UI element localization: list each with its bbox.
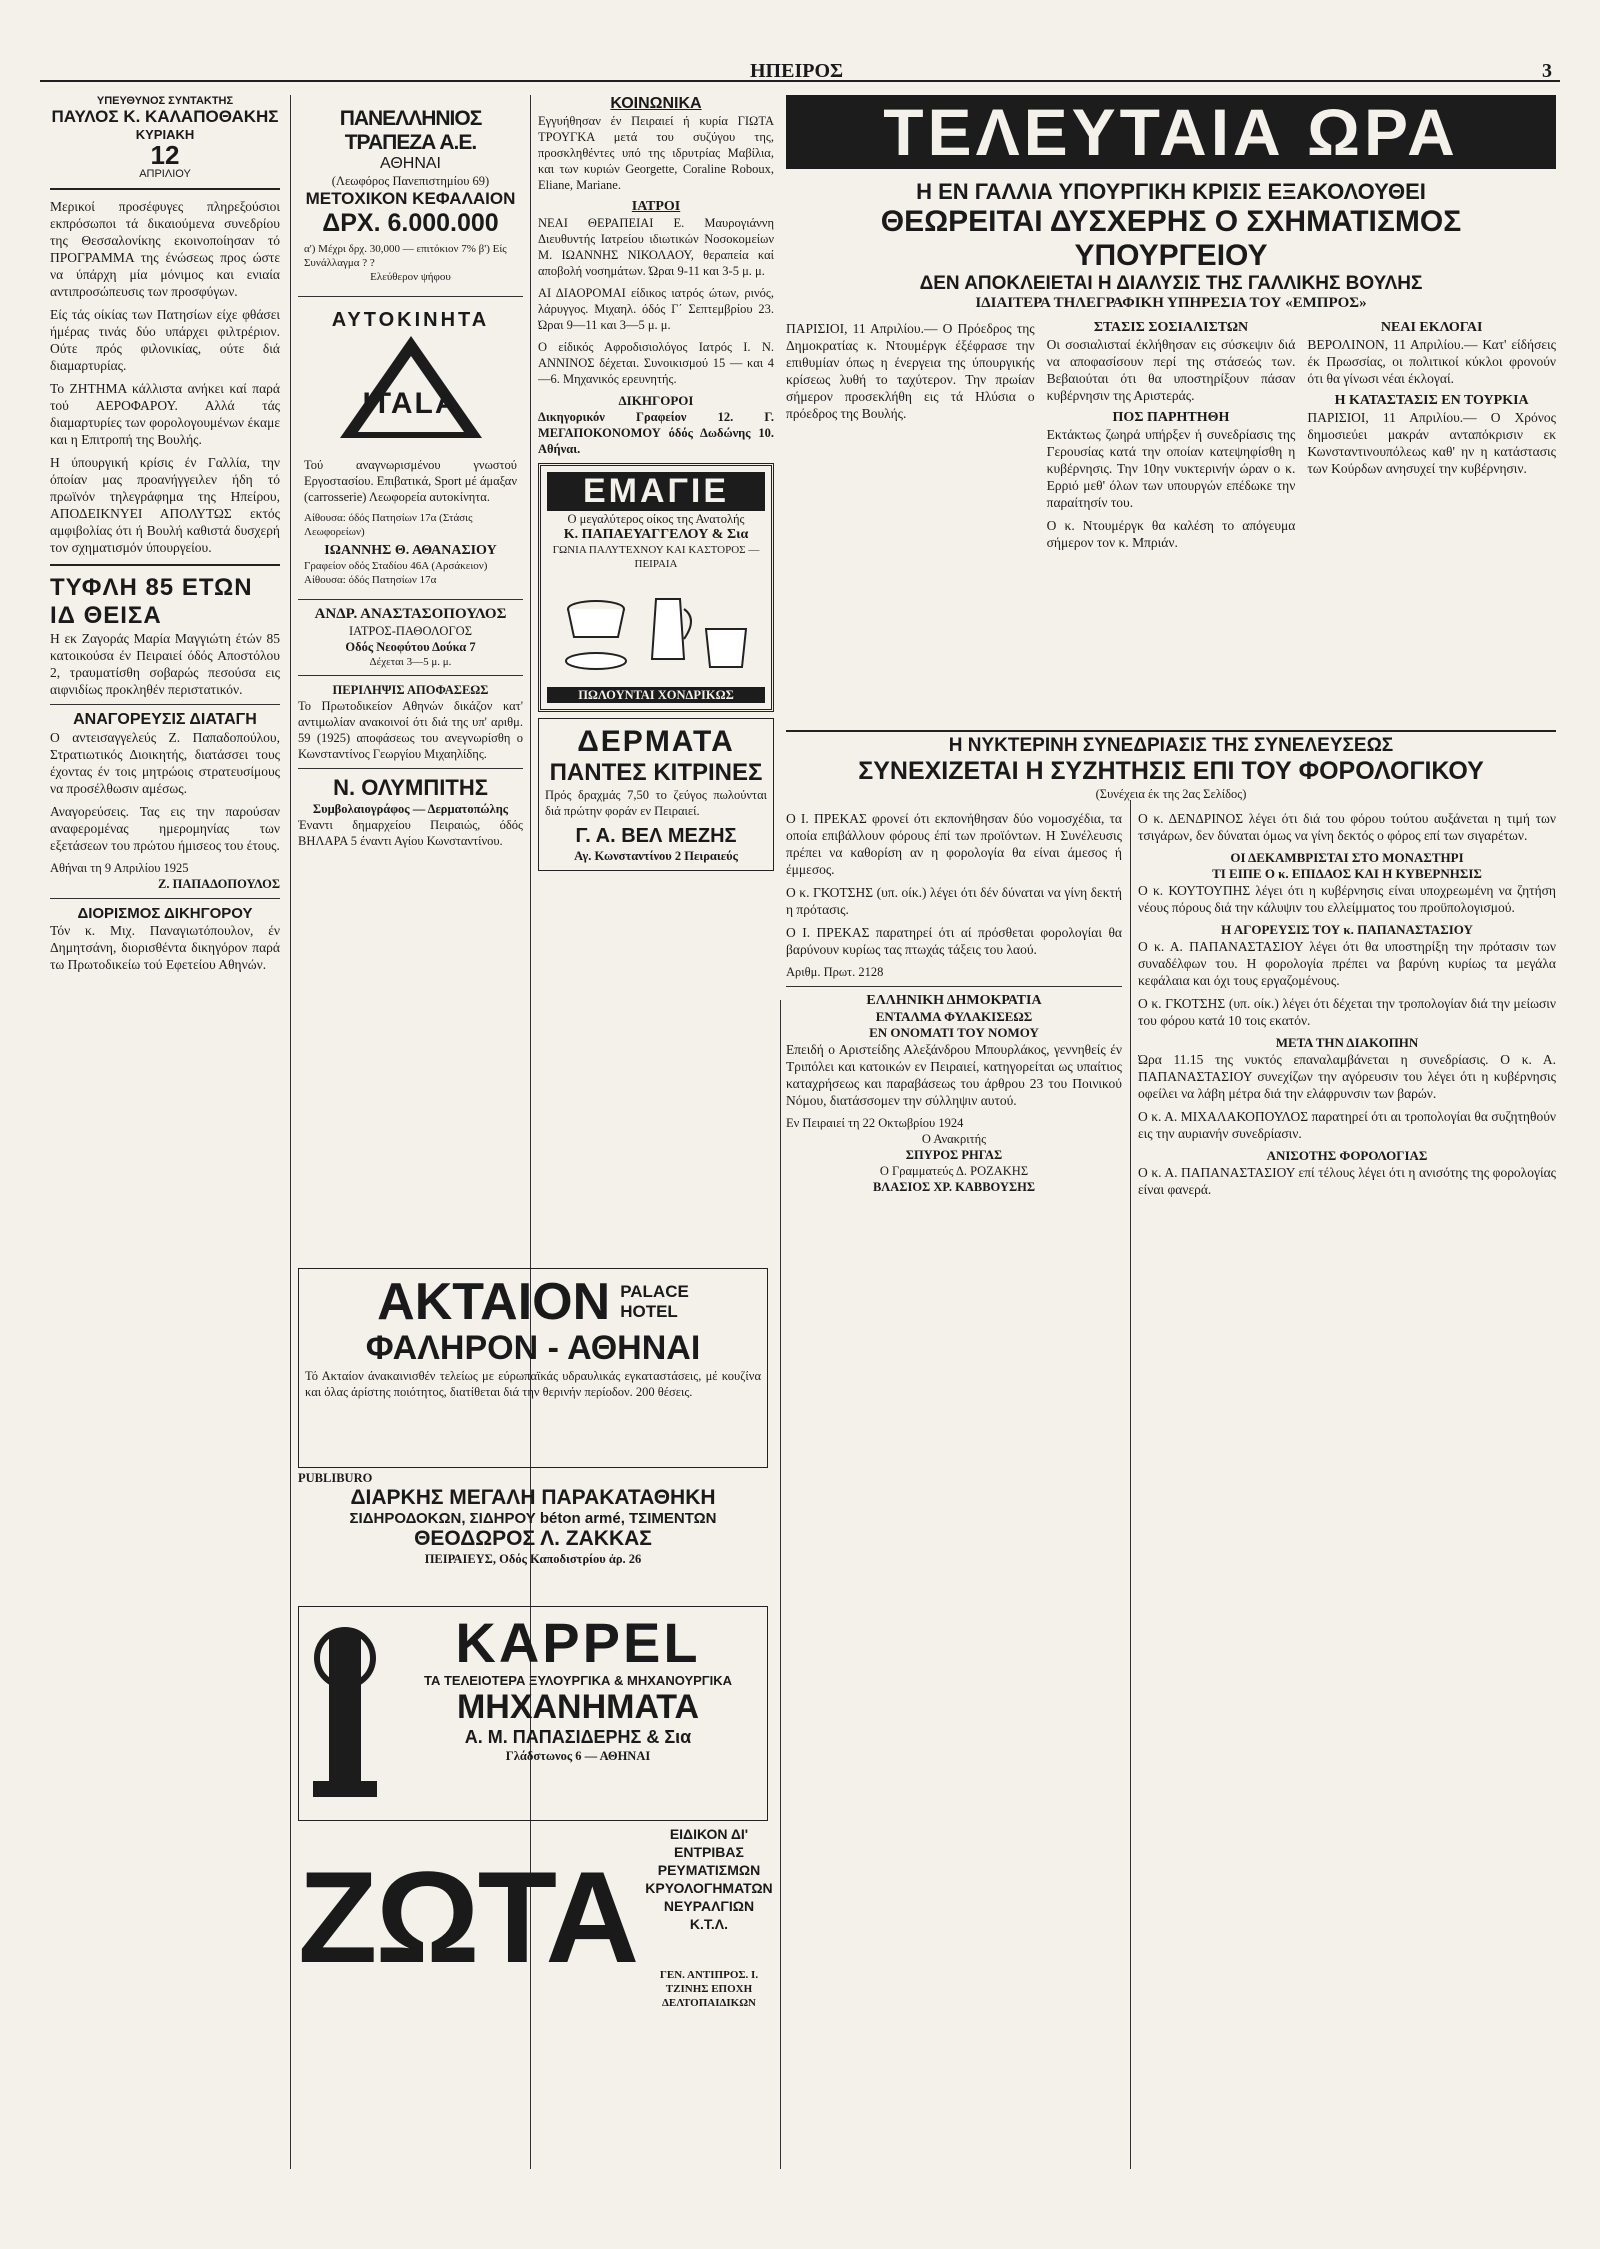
session-text: Ο κ. ΓΚΟΤΣΗΣ (υπ. οίκ.) λέγει ότι δέν δύναται να γίνη δεκτή η πρότασις. <box>786 885 1122 917</box>
storage-company: ΘΕΟΔΩΡΟΣ Λ. ΖΑΚΚΑΣ <box>414 1527 652 1550</box>
headline-4: ΙΔΙΑΙΤΕΡΑ ΤΗΛΕΓΡΑΦΙΚΗ ΥΠΗΡΕΣΙΑ ΤΟΥ «ΕΜΠΡΟΣ» <box>975 295 1367 311</box>
leather-text: Πρός δραχμάς 7,50 το ζεύγος πωλούνται διά πρώτην φοράν εν Πειραιεί. <box>545 788 767 818</box>
leather-company: Γ. Α. ΒΕΛ ΜΕΖΗΣ <box>575 825 737 847</box>
storage-title: ΔΙΑΡΚΗΣ ΜΕΓΑΛΗ ΠΑΡΑΚΑΤΑΘΗΚΗ <box>350 1486 716 1509</box>
bank-name: ΠΑΝΕΛΛΗΝΙΟΣ ΤΡΑΠΕΖΑ Α.Ε. <box>339 107 482 154</box>
bank-city: ΑΘΗΝΑΙ <box>379 155 441 172</box>
dispatch-text: Ο κ. Ντουμέργκ θα καλέση το απόγευμα σήμερον τον κ. Μπριάν. <box>1046 518 1296 550</box>
hotel-ad <box>298 1268 768 1468</box>
column-1 <box>50 95 280 2165</box>
section-divider <box>786 730 1556 732</box>
news-headline: ΤΥΦΛΗ 85 ΕΤΩΝ ΙΔ ΘΕΙΣΑ <box>50 574 253 629</box>
kappel-product: ΜΗΧΑΝΗΜΑΤΑ <box>456 1688 700 1726</box>
headline-3: ΔΕΝ ΑΠΟΚΛΕΙΕΤΑΙ Η ΔΙΑΛΥΣΙΣ ΤΗΣ ΓΑΛΛΙΚΗΣ ΒΟΥΛΗΣ <box>919 273 1423 294</box>
hotel-city: ΦΑΛΗΡΟΝ - ΑΘΗΝΑΙ <box>365 1329 701 1367</box>
capital-label: ΜΕΤΟΧΙΚΟΝ ΚΕΦΑΛΑΙΟΝ <box>305 189 516 208</box>
leather-ad <box>538 718 774 871</box>
news-text: Η εκ Ζαγοράς Μαρία Μαγγιώτη έτών 85 κατοικούσα έν Πειραιεί όδός Αποστόλου 2, τραυματίσθη σοβαρώς πεσούσα εις αιφνιδίως προκληθέν περιστατικόν. <box>50 631 280 697</box>
decree-date: Εν Πειραιεί τη 22 Οκτωβρίου 1924 <box>786 1116 964 1130</box>
top-rule <box>40 80 1560 82</box>
turkey-text: ΠΑΡΙΣΙΟΙ, 11 Απριλίου.— Ο Χρόνος δημοσιεύει μακράν ανταπόκρισιν εκ Κωνσταντινουπόλεως καθ' ην η κατάστασις των Κούρδων ανησυχεί την κυβέρνησιν. <box>1307 410 1556 476</box>
kappel-address: Γλάδστωνος 6 — ΑΘΗΝΑΙ <box>505 1749 651 1763</box>
capital-terms: α') Μέχρι δρχ. 30,000 — επιτόκιον 7% β') Είς Συνάλλαγμα ? ? <box>304 243 507 269</box>
kappel-ad <box>298 1606 768 1821</box>
cookware-illustration <box>547 571 765 687</box>
break-text: Ο κ. Α. ΜΙΧΑΛΑΚΟΠΟΥΛΟΣ παρατηρεί ότι αι τροπολογίαι θα συζητηθούν εις την αυριανήν συνεδρίασιν. <box>1138 1109 1556 1141</box>
inequality-headline: ΑΝΙΣΟΤΗΣ ΦΟΡΟΛΟΓΙΑΣ <box>1266 1148 1428 1163</box>
doctors-headline: ΙΑΤΡΟΙ <box>631 199 681 214</box>
column-3 <box>538 95 774 1225</box>
doctor-title: ΙΑΤΡΟΣ-ΠΑΘΟΛΟΓΟΣ <box>349 624 472 638</box>
session-text: Ο Ι. ΠΡΕΚΑΣ παρατηρεί ότι αί πρόσθεται φορολογίαι θα βαρύνουν κυρίως τας πτωχάς τάξεις του λαού. <box>786 925 1122 957</box>
car-ad <box>298 303 523 593</box>
berlin-headline: ΝΕΑΙ ΕΚΛΟΓΑΙ <box>1380 320 1483 335</box>
dealer2-text: Έναντι δημαρχείου Πειραιώς, όδός ΒΗΛΑΡΑ 5 έναντι Αγίου Κωνσταντίνου. <box>298 818 523 848</box>
session-column-1 <box>786 810 1122 2170</box>
doctors-text: ΝΕΑΙ ΘΕΡΑΠΕΙΑΙ Ε. Μαυρογιάννη Διευθυντής Ιατρείου ιδιωτικών Νοσοκομείων Μ. ΙΩΑΝΝΗΣ ΝΙΚΟΛΑΟΥ, θεραπεία καί αποβολή νοσημάτων. Ώραι 9-11 και 3-5 μ. μ. <box>538 216 774 278</box>
page-number: 3 <box>1542 60 1552 82</box>
socialists-text: Οι σοσιαλισταί έκλήθησαν εις σύσκεψιν διά να αποφασίσουν περί της στάσεώς των. Βεβαιούται ότι θα υποστηρίξουν πάσαν κυβέρνησιν της Αριστεράς. <box>1046 337 1296 403</box>
judgment-text: Το Πρωτοδικείον Αθηνών δικάζον κατ' αντιμωλίαν ανακοινοί ότι διά της υπ' αριθμ. 59 (1925) αποφάσεως του ανεγνωρίσθη ο Κωνσταντίνος Γεωργίου Μιχαηλίδης. <box>298 699 523 761</box>
storage-ad <box>298 1470 768 1567</box>
car-label: ΑΥΤΟΚΙΝΗΤΑ <box>331 309 490 331</box>
divider <box>298 768 523 769</box>
bank-address: (Λεωφόρος Πανεπιστημίου 69) <box>331 174 490 188</box>
date-number: 12 <box>150 140 180 170</box>
decree-headline: ΕΛΛΗΝΙΚΗ ΔΗΜΟΚΡΑΤΙΑ <box>866 993 1042 1008</box>
enamel-title: ΕΜΑΓΙΕ <box>547 472 765 511</box>
session-headline-2: ΣΥΝΕΧΙΖΕΤΑΙ Η ΣΥΖΗΤΗΣΙΣ ΕΠΙ ΤΟΥ ΦΟΡΟΛΟΓΙΚΟΥ <box>858 757 1484 785</box>
zota-text-block <box>645 1825 772 2010</box>
editorial-paragraph: Το ΖΗΤΗΜΑ κάλλιστα ανήκει καί παρά τού ΑΕΡΟΦΑΡΟΥ. Αλλά τάς διαμαρτυρίες των φορολογουμένων έκαμε και η Επιτροπή της Βουλής. <box>50 381 280 447</box>
divider <box>50 564 280 566</box>
storage-address: ΠΕΙΡΑΙΕΥΣ, Οδός Καποδιστρίου ἀρ. 26 <box>424 1552 642 1566</box>
editor-name: ΠΑΥΛΟΣ Κ. ΚΑΛΑΠΟΘΑΚΗΣ <box>51 107 279 126</box>
divider <box>50 898 280 899</box>
lawyer-text: Τόν κ. Μιχ. Παναγιωτόπουλον, έν Δημητσάνη, διορισθέντα δικηγόρον παρά τω Πρωτοδικείω τού Εφετείου Αθηνών. <box>50 923 280 972</box>
cookware-icon <box>556 579 756 679</box>
car-address: Αίθουσα: όδός Πατησίων 17α (Στάσις Λεωφορείων) <box>304 512 473 538</box>
zota-ad <box>298 1825 773 2010</box>
doctor-address: Οδός Νεοφύτου Δούκα 7 <box>345 640 476 654</box>
decree-sign: ΒΛΑΣΙΟΣ ΧΡ. ΚΑΒΒΟΥΣΗΣ <box>872 1180 1036 1194</box>
bank-ad <box>298 101 523 290</box>
column-2 <box>298 95 523 1245</box>
dispatch-col <box>786 320 1035 557</box>
turkey-headline: Η ΚΑΤΑΣΤΑΣΙΣ ΕΝ ΤΟΥΡΚΙΑ <box>1334 393 1529 408</box>
capital-value: ΔΡΧ. 6.000.000 <box>322 209 499 237</box>
social-headline: ΚΟΙΝΩΝΙΚΑ <box>610 95 702 112</box>
hotel-hotel: HOTEL <box>620 1302 678 1321</box>
dealer-name: ΙΩΑΝΝΗΣ Θ. ΑΘΑΝΑΣΙΟΥ <box>324 543 497 558</box>
zota-text: ΕΙΔΙΚΟΝ ΔΙ' ΕΝΤΡΙΒΑΣ ΡΕΥΜΑΤΙΣΜΩΝ ΚΡΥΟΛΟΓΗΜΑΤΩΝ ΝΕΥΡΑΛΓΙΩΝ Κ.Τ.Λ. <box>645 1826 773 1932</box>
doctors-text: Ο είδικός Αφροδισιολόγος Ιατρός Ι. Ν. ΑΝΝΙΝΟΣ δέχεται. Συνοικισμού 15 — και 4—6. Μηχανικός ερευνητής. <box>538 340 774 386</box>
kappel-sub: ΤΑ ΤΕΛΕΙΟΤΕΡΑ ΞΥΛΟΥΡΓΙΚΑ & ΜΗΧΑΝΟΥΡΓΙΚΑ <box>423 1673 732 1688</box>
headline-1: Η ΕΝ ΓΑΛΛΙΑ ΥΠΟΥΡΓΙΚΗ ΚΡΙΣΙΣ ΕΞΑΚΟΛΟΥΘΕΙ <box>916 179 1426 204</box>
column-rule <box>290 95 291 2169</box>
hotel-name: ΑΚΤΑΙΟΝ <box>377 1273 611 1331</box>
dealer2-name: Ν. ΟΛΥΜΠΙΤΗΣ <box>333 775 488 800</box>
enamel-address: ΓΩΝΙΑ ΠΑΛΥΤΕΧΝΟΥ ΚΑΙ ΚΑΣΤΟΡΟΣ — ΠΕΙΡΑΙΑ <box>552 544 760 570</box>
editorial-paragraph: Μερικοί προσέφυγες πληρεξούσιοι εκπρόσωποι τά δικαιούμενα συνεδρίου της Θεσσαλονίκης εκοινοποίησαν τό ΠΡΟΓΡΑΜΜΑ της ένώσεως προς ώστε να ύπάρχη μία μόνιμος και ενιαία αντιπροσώπευσις των προσφύγων. <box>50 199 280 299</box>
editor-label: ΥΠΕΥΘΥΝΟΣ ΣΥΝΤΑΚΤΗΣ <box>96 95 234 107</box>
divider <box>298 675 523 676</box>
divider <box>786 986 1122 987</box>
car-brand: ITALA <box>362 387 459 420</box>
kappel-company: Α. Μ. ΠΑΠΑΣΙΔΕΡΗΣ & Σια <box>464 1727 692 1747</box>
break-text: Ώρα 11.15 της νυκτός επαναλαμβάνεται η συνεδρίασις. Ο κ. Α. ΠΑΠΑΝΑΣΤΑΣΙΟΥ συνεχίζων την αγόρευσιν του λέγει ότι η κυβέρνησις οφείλει να λάβη μέτρα διά την ελάφρυνσιν των βαρών. <box>1138 1052 1556 1101</box>
lawyer-headline: ΔΙΟΡΙΣΜΟΣ ΔΙΚΗΓΟΡΟΥ <box>77 905 253 922</box>
social-text: Εγγυήθησαν έν Πειραιεί ή κυρία ΓΙΩΤΑ ΤΡΟΥΓΚΑ μετά του συζύγου της, προσκληθέντες υπό της ιδρυτρίας Μαβίλια, και των κυριών Georgette, Coraline Roboux, Eliane, Mariane. <box>538 114 774 192</box>
dispatch-col <box>1047 320 1296 557</box>
dealer-text: Γραφείον οδός Σταδίου 46Α (Αρσάκειον) Αίθουσα: όδός Πατησίων 17α <box>304 560 488 586</box>
notice-signer: Ζ. ΠΑΠΑΔΟΠΟΥΛΟΣ <box>158 877 280 891</box>
resign-headline: ΠΟΣ ΠΑΡΗΤΗΘΗ <box>1112 410 1230 425</box>
decree-sign: Ο Γραμματεύς Δ. ΡΟΖΑΚΗΣ <box>879 1164 1029 1178</box>
hotel-tag <box>620 1282 689 1322</box>
session-continuation: (Συνέχεια έκ της 2ας Σελίδος) <box>1095 787 1247 801</box>
divider <box>298 599 523 600</box>
debate-text: Ο κ. ΓΚΟΤΣΗΣ (υπ. οίκ.) λέγει ότι δέχεται την τροπολογίαν διά την μείωσιν του φόρου κατά 10 τοις εκατόν. <box>1138 996 1556 1028</box>
headline-2: ΘΕΩΡΕΙΤΑΙ ΔΥΣΧΕΡΗΣ Ο ΣΧΗΜΑΤΙΣΜΟΣ ΥΠΟΥΡΓΕΙΟΥ <box>880 205 1462 272</box>
dealer2-sub: Συμβολαιογράφος — Δερματοπώλης <box>312 802 509 816</box>
doctor-hours: Δέχεται 3—5 μ. μ. <box>369 656 452 668</box>
session-headline: Η ΝΥΚΤΕΡΙΝΗ ΣΥΝΕΔΡΙΑΣΙΣ ΤΗΣ ΣΥΝΕΛΕΥΣΕΩΣ <box>948 735 1394 756</box>
column-rule <box>780 1000 781 2169</box>
zota-rep: ΓΕΝ. ΑΝΤΙΠΡΟΣ. Ι. ΤΖΙΝΗΣ ΕΠΟΧΗ ΔΕΛΤΟΠΑΙΔΙΚΩΝ <box>659 1969 759 2009</box>
leather-title: ΔΕΡΜΑΤΑ <box>577 725 735 758</box>
decree-sign: Ο Ανακριτής <box>921 1132 987 1146</box>
notice-date: Αθήναι τη 9 Απριλίου 1925 <box>50 861 189 875</box>
decree-sub2: ΕΝ ΟΝΟΜΑΤΙ ΤΟΥ ΝΟΜΟΥ <box>869 1025 1039 1040</box>
session-column-2 <box>1138 810 1556 2170</box>
machine-icon <box>305 1613 385 1808</box>
lawyers-headline: ΔΙΚΗΓΟΡΟΙ <box>618 393 694 408</box>
debate-text: Ο κ. Α. ΠΑΠΑΝΑΣΤΑΣΙΟΥ λέγει ότι θα υποστηρίξη την πρότασιν των συναδέλφων του. Η φορολογία πρέπει να βαρύνη κυρίως τα μεγάλα κεφάλαια και όχι τους εργαζομένους. <box>1138 939 1556 988</box>
leather-address: Αγ. Κωνσταντίνου 2 Πειραιεύς <box>574 849 738 863</box>
decree-sub: ΕΝΤΑΛΜΑ ΦΥΛΑΚΙΣΕΩΣ <box>875 1009 1033 1024</box>
dispatch-text: ΠΑΡΙΣΙΟΙ, 11 Απριλίου.— Ο Πρόεδρος της Δημοκρατίας κ. Ντουμέργκ έξέφρασε την επιθυμίαν όπως η ένεργεια της ύπουργικής κρίσεως λυθή το ταχύτερον. Την πρωίαν σήμερον προσεκλήθη εις τά Ηλύσια ο πρόεδρος της Βουλής. <box>786 321 1035 421</box>
car-text: Τού αναγνωρισμένου γνωστού Εργοστασίου. Επιβατικά, Sport μέ άμαξαν (carrosserie) Λεωφορεία αυτοκίνητα. <box>304 458 517 504</box>
notice-text: Ο αντεισαγγελεύς Ζ. Παπαδοπούλου, Στρατιωτικός Διοικητής, διατάσσει τους έχοντας έν τοις μητρώοις στρατευσίμους να προσέλθωσιν αμέσως. <box>50 730 280 796</box>
enamel-footer: ΠΩΛΟΥΝΤΑΙ ΧΟΝΔΡΙΚΩΣ <box>547 687 765 703</box>
editorial-paragraph: Η ύπουργική κρίσις έν Γαλλία, την όποίαν μας προανήγγειλεν ήδη τό πρωϊνόν τηλεγράφημα της Ηπείρου, ΑΠΟΔΕΙΚΝΥΕΙ ΑΠΟΛΥΤΩΣ εκτός αμφιβολίας ότι ή Βουλή καθιστά δυσχερή τον σχηματισμόν ύπουργείου. <box>50 455 280 555</box>
judgment-headline: ΠΕΡΙΛΗΨΙΣ ΑΠΟΦΑΣΕΩΣ <box>332 683 489 697</box>
socialists-headline: ΣΤΑΣΙΣ ΣΟΣΙΑΛΙΣΤΩΝ <box>1093 320 1249 335</box>
kappel-brand: KAPPEL <box>455 1611 701 1674</box>
notice-headline: ΑΝΑΓΟΡΕΥΣΙΣ ΔΙΑΤΑΓΗ <box>73 711 257 728</box>
divider <box>50 188 280 190</box>
publiburo-label: PUBLIBURO <box>298 1471 373 1485</box>
editorial-paragraph: Είς τάς οίκίας των Πατησίων είχε φθάσει ήμέρας τινάς δύο υπάρχει φιλτρέριον. Ούτε πρός φιλονικίας, ούτε διά διαμαρτυρίας. <box>50 307 280 373</box>
day-name: ΚΥΡΙΑΚΗ <box>135 127 195 142</box>
divider <box>298 296 523 297</box>
session-text: Ο κ. ΔΕΝΔΡΙΝΟΣ λέγει ότι διά του φόρου τούτου αυξάνεται η τιμή των τσιγάρων, δεν δύναται όμως να γίνη δεκτός ο φόρος επί των σιγαρέτων. <box>1138 811 1556 843</box>
epirus-headline: ΤΙ ΕΙΠΕ Ο κ. ΕΠΙΔΑΟΣ ΚΑΙ Η ΚΥΒΕΡΝΗΣΙΣ <box>1212 866 1482 881</box>
notice-text: Αναγορεύσεις. Τας εις την παρούσαν αναφερομένας ημερομηνίας των εξετάσεων του πρώτου ήμισεος του έτους. <box>50 804 280 853</box>
enamel-sub: Ο μεγαλύτερος οίκος της Ανατολής <box>567 512 745 526</box>
decree-text: Επειδή ο Αριστείδης Αλεξάνδρου Μπουρλάκος, γεννηθείς έν Τριπόλει και κατοικών εν Πειραιεί, κατηγορείται ως υπαίτιος καταχρήσεως και παραβάσεως του άρθρου 23 του Ποινικού Νόμου, διατάσσομεν την σύλληψιν αυτού. <box>786 1042 1122 1108</box>
capital-note: Ελεύθερον ψήφου <box>370 271 451 283</box>
doctor-name: ΑΝΔΡ. ΑΝΑΣΤΑΣΟΠΟΥΛΟΣ <box>314 606 507 622</box>
doctors-text: ΑΙ ΔΙΑΟΡΟΜΑΙ είδικος ιατρός ώτων, ρινός, λάρυγγος. Μιχαηλ. όδός Γ΄ Σεπτεμβρίου 23. Ώραι 9—11 και 3—5 μ. μ. <box>538 286 774 332</box>
month-name: ΑΠΡΙΛΙΟΥ <box>139 168 191 180</box>
running-head: ΗΠΕΙΡΟΣ <box>750 60 844 82</box>
hotel-title-row <box>305 1275 761 1329</box>
break-headline: ΜΕΤΑ ΤΗΝ ΔΙΑΚΟΠΗΝ <box>1275 1035 1419 1050</box>
kappel-body <box>395 1613 761 1814</box>
hotel-palace: PALACE <box>620 1282 689 1301</box>
hotel-text: Τό Ακταίον άνακαινισθέν τελείως με εύρωπαϊκάς υδραυλικάς εγκαταστάσεις, μέ κουζίνα και όλας άρίστης ποιότητος, διατίθεται διά την θερινήν περίοδον. 200 θέσεις. <box>305 1369 761 1399</box>
session-text: Ο Ι. ΠΡΕΚΑΣ φρονεί ότι εκπονήθησαν δύο νομοσχέδια, τα οποία επιβάλλουν φόρους έπί των προϊόντων. Η Συνέλευσις πρέπει να καθορίση αν η φορολογία θα είναι άμεσος ή έμμεσος. <box>786 811 1122 877</box>
storage-items: ΣΙΔΗΡΟΔΟΚΩΝ, ΣΙΔΗΡΟΥ béton armé, ΤΣΙΜΕΝΤΩΝ <box>349 1510 717 1527</box>
session-header <box>786 735 1556 802</box>
enamel-company: Κ. ΠΑΠΑΕΥΑΓΓΕΛΟΥ & Σια <box>563 527 749 542</box>
lawyers-text: Δικηγορικόν Γραφείον 12. Γ. ΜΕΓΑΠΟΚΟΝΟΜΟΥ όδός Δωδώνης 10. Αθήναι. <box>538 410 774 456</box>
session-label: Αριθμ. Πρωτ. 2128 <box>786 965 884 979</box>
divider <box>50 704 280 705</box>
decree-sign: ΣΠΥΡΟΣ ΡΗΓΑΣ <box>905 1148 1003 1162</box>
resign-text: Εκτάκτως ζωηρά υπήρξεν ή συνεδρίασις της Γερουσίας κατά την οποίαν κατεψηφίσθη η κυβέρνησις. Την 10ην νυκτερινήν ώραν ο κ. Ερριό μεθ' όλων των υπουργών επέδωκε την παραίτησίν του. <box>1046 427 1296 510</box>
last-hour-banner: ΤΕΛΕΥΤΑΙΑ ΩΡΑ <box>786 95 1556 169</box>
epirus-text: Ο κ. ΚΟΥΤΟΥΠΗΣ λέγει ότι η κυβέρνησις είναι υποχρεωμένη να ζητήση νέους πόρους διά την κάλυψιν του ελλείμματος του προϋπολογισμού. <box>1138 883 1556 915</box>
dispatch-grid <box>786 320 1556 557</box>
leather-sub: ΠΑΝΤΕΣ ΚΙΤΡΙΝΕΣ <box>549 759 763 786</box>
monastery-headline: ΟΙ ΔΕΚΑΜΒΡΙΣΤΑΙ ΣΤΟ ΜΟΝΑΣΤΗΡΙ <box>1230 850 1464 865</box>
dispatch-col <box>1307 320 1556 557</box>
inequality-text: Ο κ. Α. ΠΑΠΑΝΑΣΤΑΣΙΟΥ επί τέλους λέγει ότι η ανισότης της φορολογίας είναι φανερά. <box>1138 1165 1556 1197</box>
zota-brand: ΖΩΤΑ <box>298 1844 638 1990</box>
debate-headline: Η ΑΓΟΡΕΥΣΙΣ ΤΟΥ κ. ΠΑΠΑΝΑΣΤΑΣΙΟΥ <box>1221 922 1473 937</box>
berlin-text: ΒΕΡΟΛΙΝΟΝ, 11 Απριλίου.— Κατ' είδήσεις έκ Πρωσσίας, οι πολιτικοί κύκλοι φρονούν ότι θα γίνωσι νέαι έκλογαί. <box>1307 337 1556 386</box>
enamel-ad <box>538 463 774 712</box>
